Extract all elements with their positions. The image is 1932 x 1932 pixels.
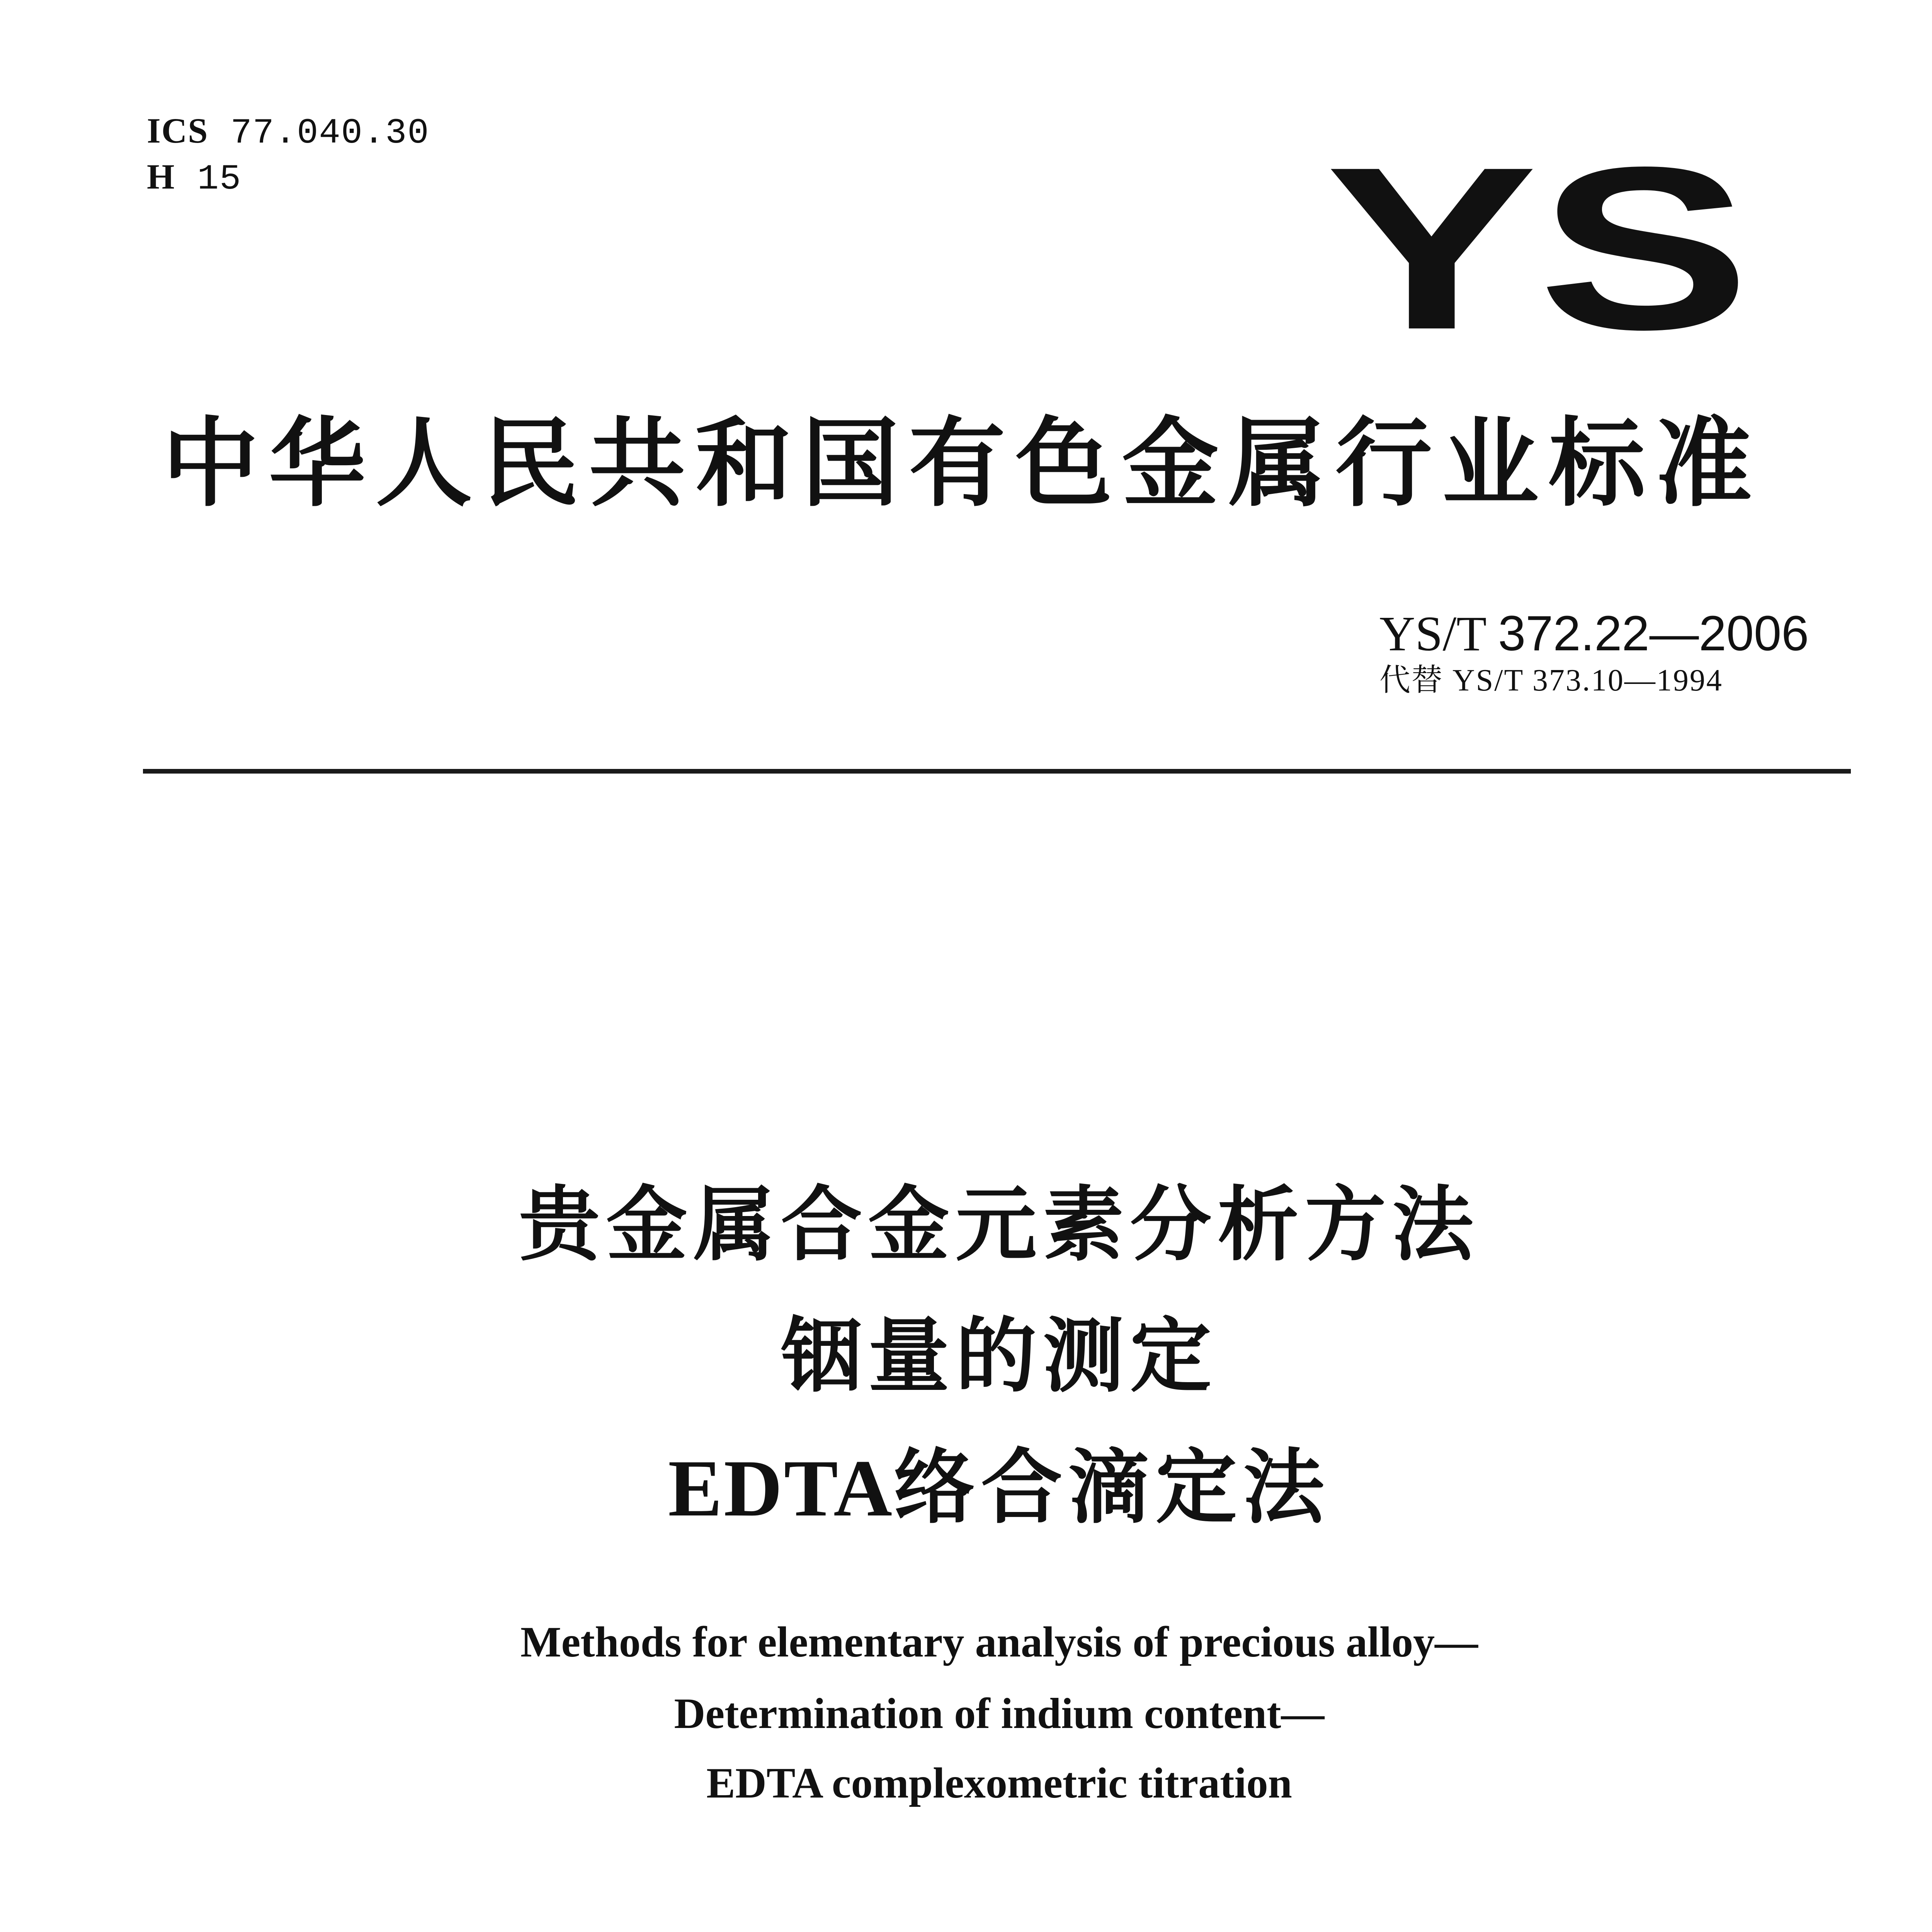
replaced-standard — [1379, 661, 1723, 700]
classification-codes — [147, 109, 430, 201]
title-cn-line3 — [0, 1437, 1932, 1539]
ccs-code — [147, 155, 430, 201]
standard-number-value: 372.22—2006 — [1498, 606, 1809, 661]
replaces-value: YS/T 373.10—1994 — [1452, 663, 1723, 697]
ccs-code-value: 15 — [197, 159, 242, 199]
ics-code-label: ICS — [147, 111, 209, 150]
ccs-code-label: H — [147, 157, 175, 196]
ics-code-value: 77.040.30 — [230, 113, 430, 153]
title-cn-line2: 铟量的测定 — [781, 1309, 1218, 1403]
title-en-line3: EDTA complexometric titration — [706, 1759, 1292, 1807]
standard-prefix: YS/T — [1379, 606, 1486, 661]
ys-logo — [1321, 147, 1754, 348]
title-cn-line1: 贵金属合金元素分析方法 — [519, 1177, 1480, 1272]
title-cn-line3-cn: 络合滴定法 — [893, 1440, 1330, 1535]
standard-type-banner: 中华人民共和国有色金属行业标准 — [162, 407, 1762, 520]
title-en-line2: Determination of indium content— — [674, 1690, 1325, 1738]
title-en-line1: Methods for elementary analysis of precious alloy— — [520, 1618, 1478, 1666]
replaces-label: 代替 — [1379, 662, 1444, 698]
ics-code — [147, 109, 430, 155]
standard-number — [1379, 605, 1809, 663]
ys-logo-text: YS — [1325, 147, 1750, 348]
title-cn-line3-latin: EDTA — [668, 1444, 894, 1533]
header-divider — [143, 769, 1851, 774]
